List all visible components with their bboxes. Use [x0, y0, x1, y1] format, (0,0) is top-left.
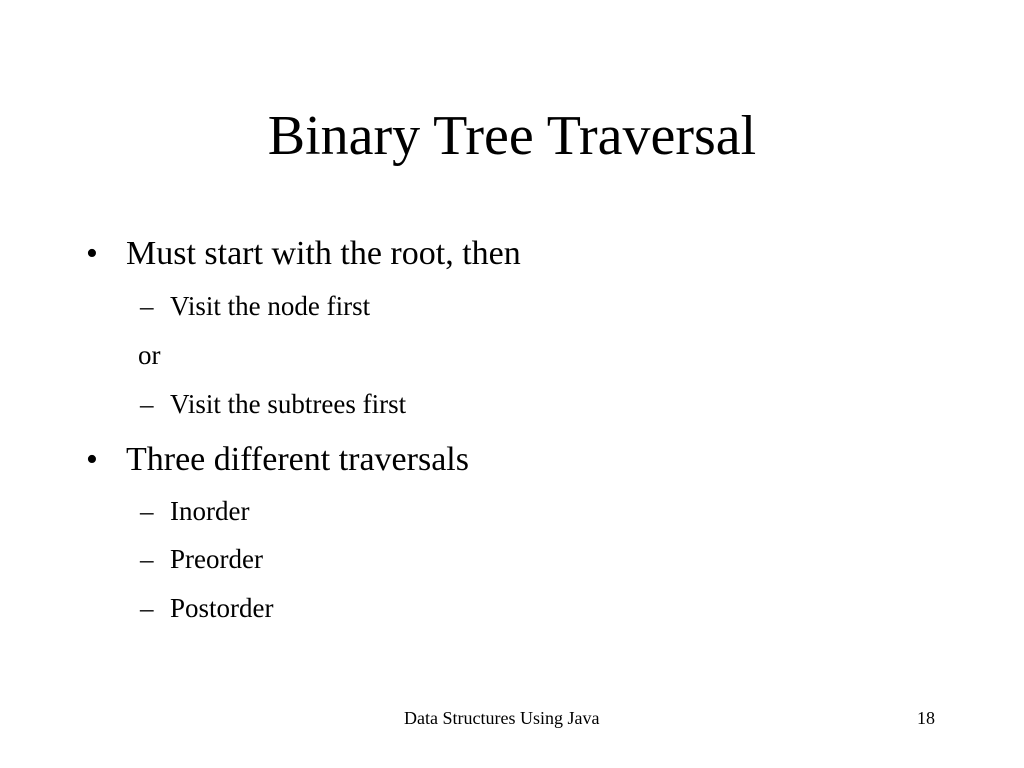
sub-item: Visit the subtrees first: [170, 389, 407, 419]
sub-item: Inorder: [170, 496, 250, 526]
bullet-marker: •: [86, 235, 98, 272]
sub-item: Preorder: [170, 544, 263, 574]
sub-item: Visit the node first: [170, 291, 371, 321]
bullet-item: Three different traversals: [126, 441, 469, 478]
bullet-item: Must start with the root, then: [126, 235, 521, 272]
dash-marker: –: [140, 389, 154, 419]
slide-title: Binary Tree Traversal: [267, 105, 757, 167]
dash-marker: –: [140, 593, 154, 623]
dash-marker: –: [140, 544, 154, 574]
footer-title: Data Structures Using Java: [404, 708, 600, 728]
bullet-marker: •: [86, 441, 98, 478]
sub-item: Postorder: [170, 593, 274, 623]
page-number: 18: [917, 708, 935, 728]
sub-item-connector: or: [138, 340, 161, 370]
dash-marker: –: [140, 291, 154, 321]
dash-marker: –: [140, 496, 154, 526]
